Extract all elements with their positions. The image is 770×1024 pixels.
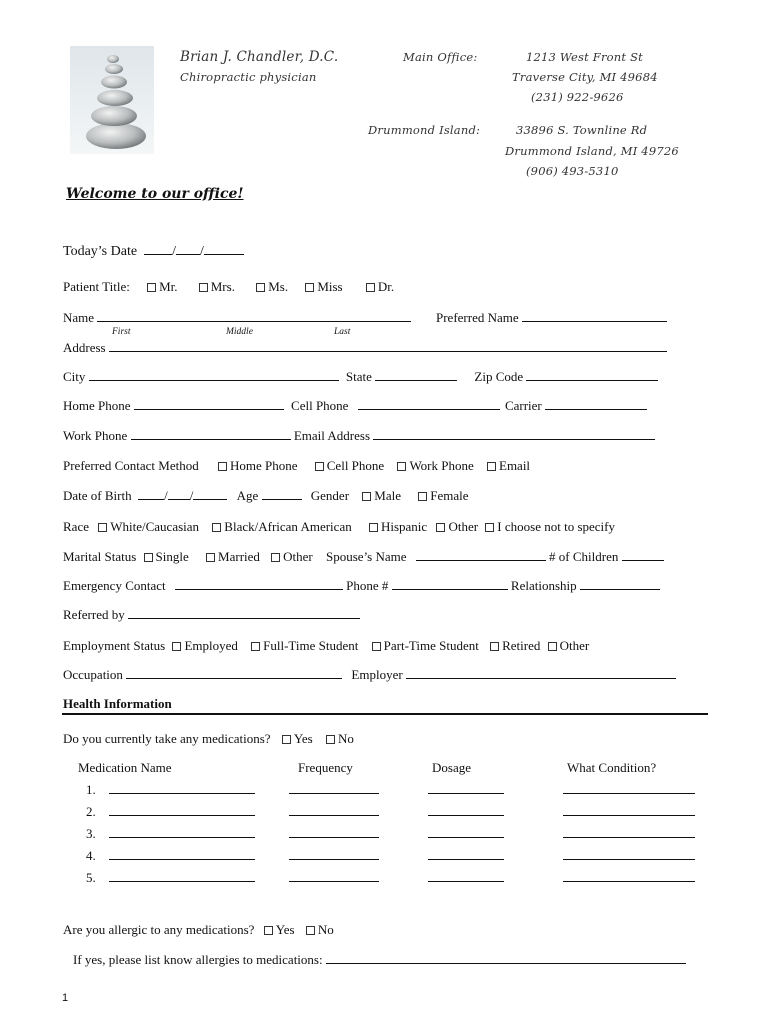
children-field[interactable] bbox=[622, 549, 664, 561]
allergy-question-row bbox=[63, 922, 334, 938]
employment-parttime-option[interactable]: Part-Time Student bbox=[372, 638, 479, 653]
contact-method-row bbox=[63, 458, 544, 474]
checkbox[interactable] bbox=[366, 283, 375, 292]
page-number: 1 bbox=[62, 992, 69, 1004]
medication-row: 2. bbox=[86, 804, 706, 820]
checkbox[interactable] bbox=[172, 642, 181, 651]
checkbox[interactable] bbox=[326, 735, 335, 744]
state-field[interactable] bbox=[375, 369, 457, 381]
address-label: Address bbox=[63, 340, 106, 355]
race-label: Race bbox=[63, 519, 89, 534]
marital-label: Marital Status bbox=[63, 549, 137, 564]
emergency-label: Emergency Contact bbox=[63, 578, 166, 593]
carrier-label: Carrier bbox=[504, 398, 542, 413]
meds-yes-option[interactable]: Yes bbox=[282, 731, 313, 746]
meds-question-row bbox=[63, 731, 354, 747]
email-field[interactable] bbox=[373, 428, 655, 440]
checkbox[interactable] bbox=[264, 926, 273, 935]
meds-question: Do you currently take any medications? bbox=[63, 731, 271, 746]
checkbox[interactable] bbox=[369, 523, 378, 532]
cell-phone-label: Cell Phone bbox=[291, 398, 349, 413]
med-frequency-field[interactable] bbox=[289, 804, 379, 816]
checkbox[interactable] bbox=[306, 926, 315, 935]
title-mr-option[interactable]: Mr. bbox=[147, 279, 177, 294]
medication-row: 3. bbox=[86, 826, 706, 842]
patient-title-label: Patient Title: bbox=[63, 279, 130, 294]
zip-label: Zip Code bbox=[474, 369, 524, 384]
checkbox[interactable] bbox=[282, 735, 291, 744]
dob-label: Date of Birth bbox=[63, 488, 132, 503]
med-condition-field[interactable] bbox=[563, 826, 695, 838]
med-name-field[interactable] bbox=[109, 870, 255, 882]
checkbox[interactable] bbox=[315, 462, 324, 471]
med-condition-field[interactable] bbox=[563, 804, 695, 816]
med-frequency-field[interactable] bbox=[289, 826, 379, 838]
checkbox[interactable] bbox=[212, 523, 221, 532]
phone-row bbox=[63, 398, 647, 414]
preferred-name-label: Preferred Name bbox=[436, 310, 519, 325]
preferred-name-row bbox=[436, 310, 667, 326]
contact-email-option[interactable]: Email bbox=[487, 458, 530, 473]
gender-label: Gender bbox=[310, 488, 350, 503]
med-dosage-field[interactable] bbox=[428, 848, 504, 860]
med-dosage-field[interactable] bbox=[428, 826, 504, 838]
checkbox[interactable] bbox=[305, 283, 314, 292]
city-row bbox=[63, 369, 658, 385]
allergy-list-field[interactable] bbox=[326, 952, 686, 964]
title-miss-option[interactable]: Miss bbox=[305, 279, 342, 294]
main-office-label: Main Office: bbox=[403, 50, 478, 64]
spouse-label: Spouse’s Name bbox=[326, 549, 407, 564]
employment-row bbox=[63, 638, 589, 654]
section-divider bbox=[62, 713, 708, 715]
main-address-1: 1213 West Front St bbox=[526, 50, 643, 64]
main-phone: (231) 922-9626 bbox=[531, 90, 624, 104]
med-frequency-field[interactable] bbox=[289, 848, 379, 860]
contact-home-option[interactable]: Home Phone bbox=[218, 458, 298, 473]
employer-label: Employer bbox=[351, 667, 403, 682]
address-row bbox=[63, 340, 667, 356]
health-heading: Health Information bbox=[63, 696, 172, 711]
spouse-field[interactable] bbox=[416, 549, 546, 561]
race-hispanic-option[interactable]: Hispanic bbox=[369, 519, 427, 534]
race-unspecified-option[interactable]: I choose not to specify bbox=[485, 519, 615, 534]
race-row bbox=[63, 519, 615, 535]
work-email-row bbox=[63, 428, 655, 444]
name-row bbox=[63, 310, 411, 326]
referred-label: Referred by bbox=[63, 607, 125, 622]
children-label: # of Children bbox=[549, 549, 619, 564]
email-label: Email Address bbox=[293, 428, 370, 443]
home-phone-label: Home Phone bbox=[63, 398, 131, 413]
island-address-2: Drummond Island, MI 49726 bbox=[505, 144, 679, 158]
employment-employed-option[interactable]: Employed bbox=[172, 638, 237, 653]
checkbox[interactable] bbox=[362, 492, 371, 501]
relationship-label: Relationship bbox=[510, 578, 577, 593]
emergency-phone-label: Phone # bbox=[346, 578, 389, 593]
med-name-field[interactable] bbox=[109, 826, 255, 838]
col-condition: What Condition? bbox=[567, 760, 657, 775]
todays-date-field[interactable]: / / bbox=[141, 244, 244, 259]
checkbox[interactable] bbox=[144, 553, 153, 562]
checkbox[interactable] bbox=[397, 462, 406, 471]
dob-row bbox=[63, 488, 483, 504]
zip-field[interactable] bbox=[526, 369, 658, 381]
preferred-name-field[interactable] bbox=[522, 310, 667, 322]
title-ms-option[interactable]: Ms. bbox=[256, 279, 288, 294]
med-condition-field[interactable] bbox=[563, 782, 695, 794]
checkbox[interactable] bbox=[418, 492, 427, 501]
checkbox[interactable] bbox=[218, 462, 227, 471]
referred-row bbox=[63, 607, 360, 623]
island-label: Drummond Island: bbox=[368, 123, 481, 137]
first-hint: First bbox=[112, 327, 131, 337]
middle-hint: Middle bbox=[226, 327, 253, 337]
todays-date-row bbox=[63, 243, 244, 260]
allergy-list-row bbox=[73, 952, 686, 968]
marital-other-option[interactable]: Other bbox=[271, 549, 313, 564]
cell-phone-field[interactable] bbox=[358, 398, 500, 410]
col-medication-name: Medication Name bbox=[78, 760, 172, 775]
checkbox[interactable] bbox=[251, 642, 260, 651]
main-address-2: Traverse City, MI 49684 bbox=[512, 70, 658, 84]
checkbox[interactable] bbox=[548, 642, 557, 651]
med-name-field[interactable] bbox=[109, 848, 255, 860]
address-field[interactable] bbox=[109, 340, 667, 352]
med-condition-field[interactable] bbox=[563, 848, 695, 860]
relationship-field[interactable] bbox=[580, 578, 660, 590]
employment-fulltime-option[interactable]: Full-Time Student bbox=[251, 638, 358, 653]
employment-retired-option[interactable]: Retired bbox=[490, 638, 540, 653]
race-other-option[interactable]: Other bbox=[436, 519, 478, 534]
dob-field[interactable]: / / bbox=[135, 488, 228, 503]
age-label: Age bbox=[236, 488, 259, 503]
emergency-row bbox=[63, 578, 660, 594]
city-label: City bbox=[63, 369, 86, 384]
checkbox[interactable] bbox=[271, 553, 280, 562]
race-black-option[interactable]: Black/African American bbox=[212, 519, 351, 534]
name-field[interactable] bbox=[97, 310, 411, 322]
island-address-1: 33896 S. Townline Rd bbox=[516, 123, 648, 137]
marital-single-option[interactable]: Single bbox=[144, 549, 189, 564]
occupation-row bbox=[63, 667, 676, 683]
med-condition-field[interactable] bbox=[563, 870, 695, 882]
occupation-label: Occupation bbox=[63, 667, 123, 682]
med-dosage-field[interactable] bbox=[428, 782, 504, 794]
contact-cell-option[interactable]: Cell Phone bbox=[315, 458, 384, 473]
emergency-phone-field[interactable] bbox=[392, 578, 508, 590]
welcome-heading: Welcome to our office! bbox=[66, 186, 244, 202]
medication-row: 5. bbox=[86, 870, 706, 886]
employer-field[interactable] bbox=[406, 667, 676, 679]
contact-work-option[interactable]: Work Phone bbox=[397, 458, 473, 473]
gender-male-option[interactable]: Male bbox=[362, 488, 401, 503]
allergy-list-label: If yes, please list know allergies to medications: bbox=[73, 952, 323, 967]
med-frequency-field[interactable] bbox=[289, 782, 379, 794]
title-mrs-option[interactable]: Mrs. bbox=[199, 279, 235, 294]
medication-row: 4. bbox=[86, 848, 706, 864]
checkbox[interactable] bbox=[256, 283, 265, 292]
island-phone: (906) 493-5310 bbox=[526, 164, 619, 178]
employment-label: Employment Status bbox=[63, 638, 166, 653]
occupation-field[interactable] bbox=[126, 667, 342, 679]
marital-row bbox=[63, 549, 664, 565]
employment-other-option[interactable]: Other bbox=[548, 638, 590, 653]
meds-no-option[interactable]: No bbox=[326, 731, 354, 746]
name-label: Name bbox=[63, 310, 95, 325]
race-white-option[interactable]: White/Caucasian bbox=[98, 519, 199, 534]
doctor-subtitle: Chiropractic physician bbox=[180, 70, 317, 84]
stones-logo bbox=[70, 46, 154, 154]
patient-title-row bbox=[63, 279, 408, 295]
work-phone-field[interactable] bbox=[131, 428, 291, 440]
col-frequency: Frequency bbox=[298, 760, 353, 775]
col-dosage: Dosage bbox=[432, 760, 471, 775]
med-name-field[interactable] bbox=[109, 804, 255, 816]
medication-row: 1. bbox=[86, 782, 706, 798]
allergy-question: Are you allergic to any medications? bbox=[63, 922, 255, 937]
checkbox[interactable] bbox=[436, 523, 445, 532]
work-phone-label: Work Phone bbox=[63, 428, 128, 443]
allergy-no-option[interactable]: No bbox=[306, 922, 334, 937]
state-label: State bbox=[345, 369, 372, 384]
checkbox[interactable] bbox=[147, 283, 156, 292]
allergy-yes-option[interactable]: Yes bbox=[264, 922, 295, 937]
checkbox[interactable] bbox=[199, 283, 208, 292]
age-field[interactable] bbox=[262, 488, 302, 500]
referred-field[interactable] bbox=[128, 607, 360, 619]
med-frequency-field[interactable] bbox=[289, 870, 379, 882]
checkbox[interactable] bbox=[487, 462, 496, 471]
checkbox[interactable] bbox=[485, 523, 494, 532]
carrier-field[interactable] bbox=[545, 398, 647, 410]
doctor-name: Brian J. Chandler, D.C. bbox=[180, 49, 339, 65]
title-dr-option[interactable]: Dr. bbox=[366, 279, 394, 294]
todays-date-label: Today’s Date bbox=[63, 244, 138, 259]
med-name-field[interactable] bbox=[109, 782, 255, 794]
checkbox[interactable] bbox=[490, 642, 499, 651]
checkbox[interactable] bbox=[372, 642, 381, 651]
checkbox[interactable] bbox=[98, 523, 107, 532]
contact-method-label: Preferred Contact Method bbox=[63, 458, 199, 473]
med-dosage-field[interactable] bbox=[428, 870, 504, 882]
emergency-field[interactable] bbox=[175, 578, 343, 590]
city-field[interactable] bbox=[89, 369, 339, 381]
checkbox[interactable] bbox=[206, 553, 215, 562]
home-phone-field[interactable] bbox=[134, 398, 284, 410]
marital-married-option[interactable]: Married bbox=[206, 549, 260, 564]
last-hint: Last bbox=[334, 327, 351, 337]
med-dosage-field[interactable] bbox=[428, 804, 504, 816]
gender-female-option[interactable]: Female bbox=[418, 488, 468, 503]
